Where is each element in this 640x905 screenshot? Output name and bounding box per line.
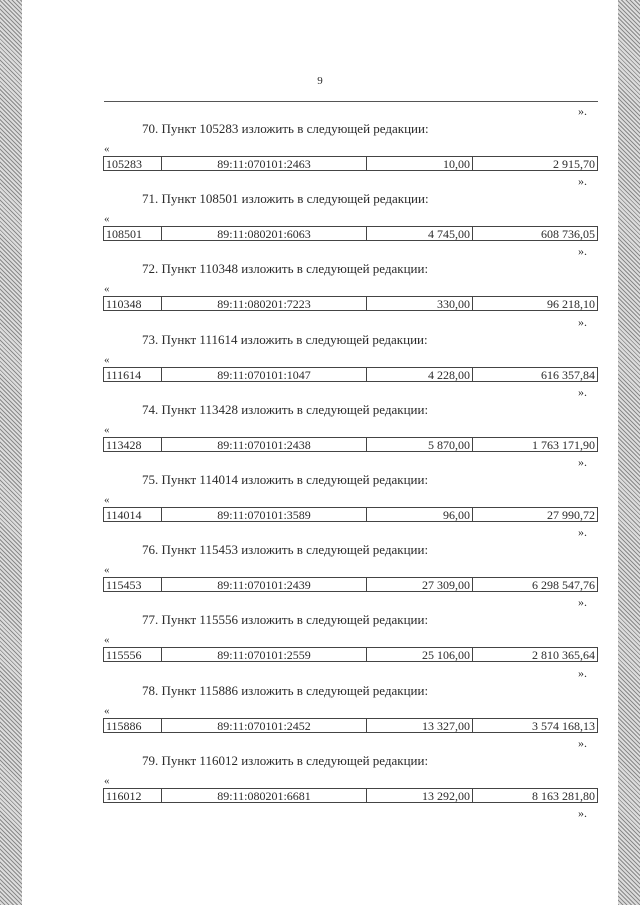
opening-quote: « — [104, 423, 110, 436]
amendment-heading: 74. Пункт 113428 изложить в следующей редакции: — [142, 401, 429, 417]
cell-area: 13 327,00 — [367, 719, 473, 732]
cell-area: 96,00 — [367, 508, 473, 521]
cell-cadastral-number: 89:11:070101:2559 — [162, 648, 367, 661]
closing-quote: ». — [578, 174, 587, 189]
cell-area: 4 745,00 — [367, 227, 473, 240]
opening-quote: « — [104, 494, 110, 506]
opening-quote: « — [104, 143, 110, 155]
closing-quote: ». — [578, 665, 587, 680]
cell-value: 8 163 281,80 — [532, 788, 595, 802]
closing-quote: ». — [578, 314, 587, 329]
cell-area: 25 106,00 — [367, 648, 473, 661]
cell-value: 96 218,10 — [547, 297, 595, 311]
amendment-heading: 73. Пункт 111614 изложить в следующей редакции: — [142, 331, 428, 347]
table-row — [103, 226, 598, 241]
cell-item-number: 115886 — [104, 719, 162, 732]
scan-edge-left — [0, 0, 22, 905]
opening-quote: « — [104, 283, 110, 296]
cell-cadastral-number: 89:11:080201:7223 — [162, 297, 367, 310]
closing-quote: ». — [578, 806, 587, 820]
cell-item-number: 110348 — [104, 297, 162, 310]
cell-item-number: 116012 — [104, 789, 162, 802]
table-row — [103, 296, 598, 311]
amendment-heading: 75. Пункт 114014 изложить в следующей редакции: — [142, 472, 429, 487]
closing-quote: ». — [578, 735, 587, 750]
cell-value: 616 357,84 — [541, 367, 595, 381]
cell-area: 4 228,00 — [367, 368, 473, 381]
cell-cadastral-number: 89:11:070101:1047 — [162, 368, 367, 381]
scan-edge-right — [618, 0, 640, 905]
cell-cadastral-number: 89:11:080201:6063 — [162, 227, 367, 240]
amendment-heading: 78. Пункт 115886 изложить в следующей редакции: — [142, 682, 429, 698]
cell-cadastral-number: 89:11:070101:2452 — [162, 719, 367, 732]
table-row — [103, 647, 598, 662]
page-number: 9 — [317, 75, 323, 87]
cell-cadastral-number: 89:11:070101:2463 — [162, 157, 367, 170]
cell-item-number: 114014 — [104, 508, 162, 521]
cell-cadastral-number: 89:11:070101:3589 — [162, 508, 367, 521]
table-row — [103, 718, 598, 733]
cell-cadastral-number: 89:11:070101:2438 — [162, 438, 367, 451]
table-row — [103, 577, 598, 592]
cell-value: 2 810 365,64 — [532, 648, 595, 662]
closing-quote: ». — [578, 384, 587, 399]
cell-cadastral-number: 89:11:080201:6681 — [162, 789, 367, 802]
header-rule — [104, 101, 598, 102]
closing-quote: ». — [578, 244, 587, 259]
cell-cadastral-number: 89:11:070101:2439 — [162, 578, 367, 591]
cell-area: 10,00 — [367, 157, 473, 170]
cell-area: 13 292,00 — [367, 789, 473, 802]
cell-item-number: 108501 — [104, 227, 162, 240]
table-row — [103, 367, 598, 382]
cell-item-number: 115453 — [104, 578, 162, 591]
opening-quote: « — [104, 564, 110, 577]
cell-area: 27 309,00 — [367, 578, 473, 591]
opening-quote: « — [104, 774, 110, 787]
amendment-heading: 76. Пункт 115453 изложить в следующей редакции: — [142, 542, 429, 558]
cell-value: 2 915,70 — [553, 157, 595, 170]
amendment-heading: 77. Пункт 115556 изложить в следующей редакции: — [142, 612, 429, 628]
cell-value: 6 298 547,76 — [532, 578, 595, 592]
amendment-heading: 72. Пункт 110348 изложить в следующей редакции: — [142, 261, 429, 277]
amendment-heading: 70. Пункт 105283 изложить в следующей редакции: — [142, 121, 429, 136]
amendment-heading: 71. Пункт 108501 изложить в следующей редакции: — [142, 191, 429, 207]
cell-area: 5 870,00 — [367, 438, 473, 451]
opening-quote: « — [104, 353, 110, 366]
table-row — [103, 156, 598, 171]
closing-quote: ». — [578, 104, 587, 118]
opening-quote: « — [104, 634, 110, 647]
closing-quote: ». — [578, 525, 587, 540]
cell-item-number: 105283 — [104, 157, 162, 170]
amendment-heading: 79. Пункт 116012 изложить в следующей редакции: — [142, 752, 429, 768]
table-row — [103, 507, 598, 522]
closing-quote: ». — [578, 595, 587, 610]
cell-value: 1 763 171,90 — [532, 437, 595, 451]
table-row — [103, 437, 598, 452]
cell-item-number: 115556 — [104, 648, 162, 661]
cell-value: 27 990,72 — [547, 508, 595, 521]
table-row — [103, 788, 598, 803]
cell-value: 3 574 168,13 — [532, 718, 595, 732]
opening-quote: « — [104, 704, 110, 717]
cell-item-number: 113428 — [104, 438, 162, 451]
cell-area: 330,00 — [367, 297, 473, 310]
cell-value: 608 736,05 — [541, 227, 595, 241]
cell-item-number: 111614 — [104, 368, 162, 381]
opening-quote: « — [104, 213, 110, 226]
closing-quote: ». — [578, 455, 587, 469]
